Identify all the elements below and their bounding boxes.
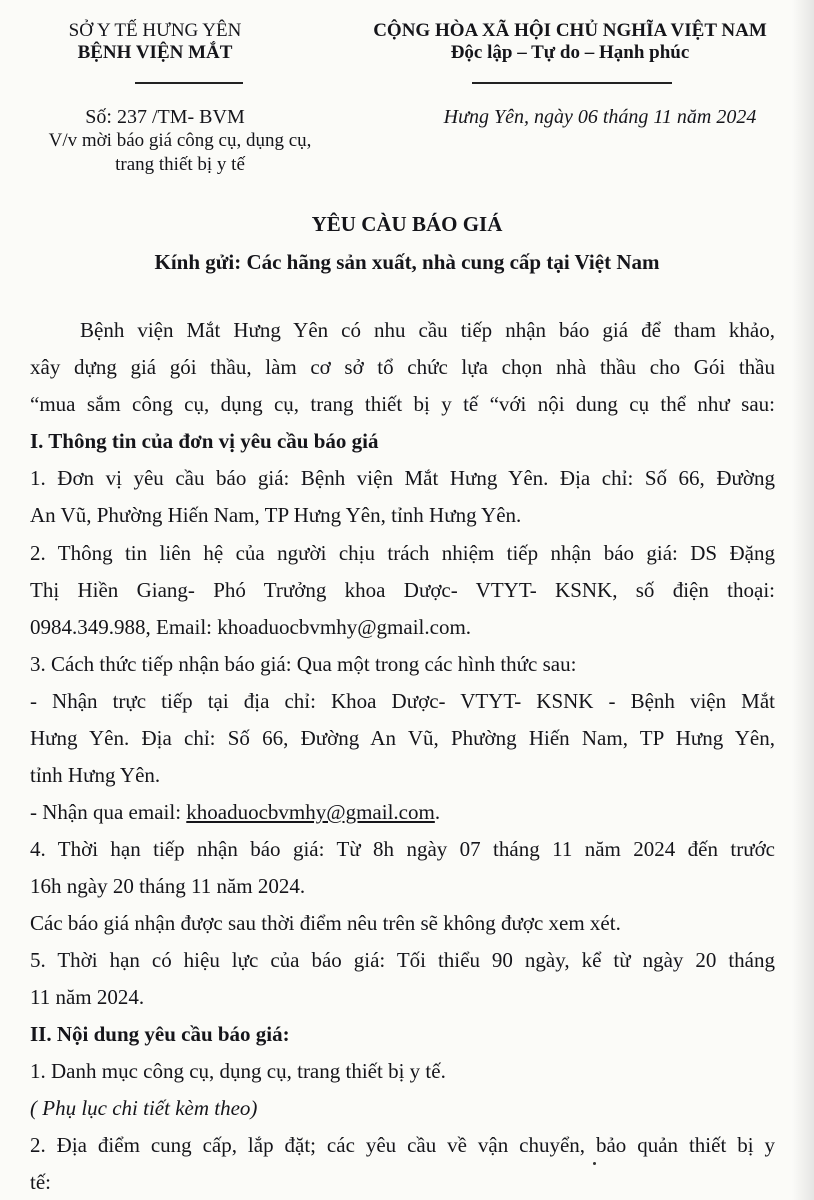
late-submission-note: Các báo giá nhận được sau thời điểm nêu trên sẽ không được xem xét. <box>30 911 621 935</box>
document-date: Hưng Yên, ngày 06 tháng 11 năm 2024 <box>443 106 757 128</box>
direct-receipt-line-1: - Nhận trực tiếp tại địa chỉ: Khoa Dược- VTYT- KSNK - Bệnh viện Mắt <box>30 689 775 713</box>
hospital-name: BỆNH VIỆN MẮT <box>77 42 233 63</box>
scan-speck <box>593 1162 596 1165</box>
national-motto: Độc lập – Tự do – Hạnh phúc <box>450 42 690 63</box>
section-1-item-3: 3. Cách thức tiếp nhận báo giá: Qua một trong các hình thức sau: <box>30 652 577 676</box>
section-1-item-4-line-2: 16h ngày 20 tháng 11 năm 2024. <box>30 874 306 898</box>
intro-line-3: “mua sắm công cụ, dụng cụ, trang thiết bị y tế “với nội dung cụ thể như sau: <box>30 392 775 416</box>
section-2-heading: II. Nội dung yêu cầu báo giá: <box>30 1022 290 1046</box>
email-receipt-line <box>30 802 440 823</box>
section-1-item-2-line-1: 2. Thông tin liên hệ của người chịu trách nhiệm tiếp nhận báo giá: DS Đặng <box>30 541 775 565</box>
section-1-item-4-line-1: 4. Thời hạn tiếp nhận báo giá: Từ 8h ngày 07 tháng 11 năm 2024 đến trước <box>30 837 775 861</box>
section-1-heading: I. Thông tin của đơn vị yêu cầu báo giá <box>30 429 379 453</box>
section-1-item-2-line-2: Thị Hiền Giang- Phó Trưởng khoa Dược- VTYT- KSNK, số điện thoại: <box>30 578 775 602</box>
country-name: CỘNG HÒA XÃ HỘI CHỦ NGHĨA VIỆT NAM <box>373 20 767 41</box>
section-1-item-2-line-3: 0984.349.988, Email: khoaduocbvmhy@gmail.com. <box>30 615 472 639</box>
right-header-divider <box>472 82 672 84</box>
left-header-divider <box>135 82 243 84</box>
section-1-item-5-line-1: 5. Thời hạn có hiệu lực của báo giá: Tối thiểu 90 ngày, kể từ ngày 20 tháng <box>30 948 775 972</box>
email-receipt-prefix: - Nhận qua email: <box>30 800 187 824</box>
section-1-item-5-line-2: 11 năm 2024. <box>30 985 145 1009</box>
document-title: YÊU CÀU BÁO GIÁ <box>311 212 503 236</box>
subject-line-2: trang thiết bị y tế <box>115 154 245 175</box>
section-1-item-1-line-2: An Vũ, Phường Hiến Nam, TP Hưng Yên, tỉnh Hưng Yên. <box>30 503 522 527</box>
page-edge-shadow <box>792 0 814 1200</box>
section-1-item-1-line-1: 1. Đơn vị yêu cầu báo giá: Bệnh viện Mắt Hưng Yên. Địa chỉ: Số 66, Đường <box>30 466 775 490</box>
section-2-item-2-line-2: tế: <box>30 1170 51 1194</box>
section-2-item-1: 1. Danh mục công cụ, dụng cụ, trang thiết bị y tế. <box>30 1059 446 1083</box>
recipient-line: Kính gửi: Các hãng sản xuất, nhà cung cấp tại Việt Nam <box>154 250 660 274</box>
document-number: Số: 237 /TM- BVM <box>85 106 245 128</box>
direct-receipt-line-3: tỉnh Hưng Yên. <box>30 763 161 787</box>
direct-receipt-line-2: Hưng Yên. Địa chỉ: Số 66, Đường An Vũ, Phường Hiến Nam, TP Hưng Yên, <box>30 726 775 750</box>
email-link[interactable]: khoaduocbvmhy@gmail.com <box>186 800 435 824</box>
department-name: SỞ Y TẾ HƯNG YÊN <box>68 20 242 41</box>
intro-line-2: xây dựng giá gói thầu, làm cơ sở tổ chức lựa chọn nhà thầu cho Gói thầu <box>30 355 775 379</box>
subject-line-1: V/v mời báo giá công cụ, dụng cụ, <box>48 130 312 151</box>
email-receipt-suffix: . <box>434 800 441 824</box>
intro-line-1: Bệnh viện Mắt Hưng Yên có nhu cầu tiếp nhận báo giá để tham khảo, <box>80 318 775 342</box>
appendix-note: ( Phụ lục chi tiết kèm theo) <box>30 1096 258 1120</box>
section-2-item-2-line-1: 2. Địa điểm cung cấp, lắp đặt; các yêu cầu về vận chuyển, bảo quản thiết bị y <box>30 1133 775 1157</box>
